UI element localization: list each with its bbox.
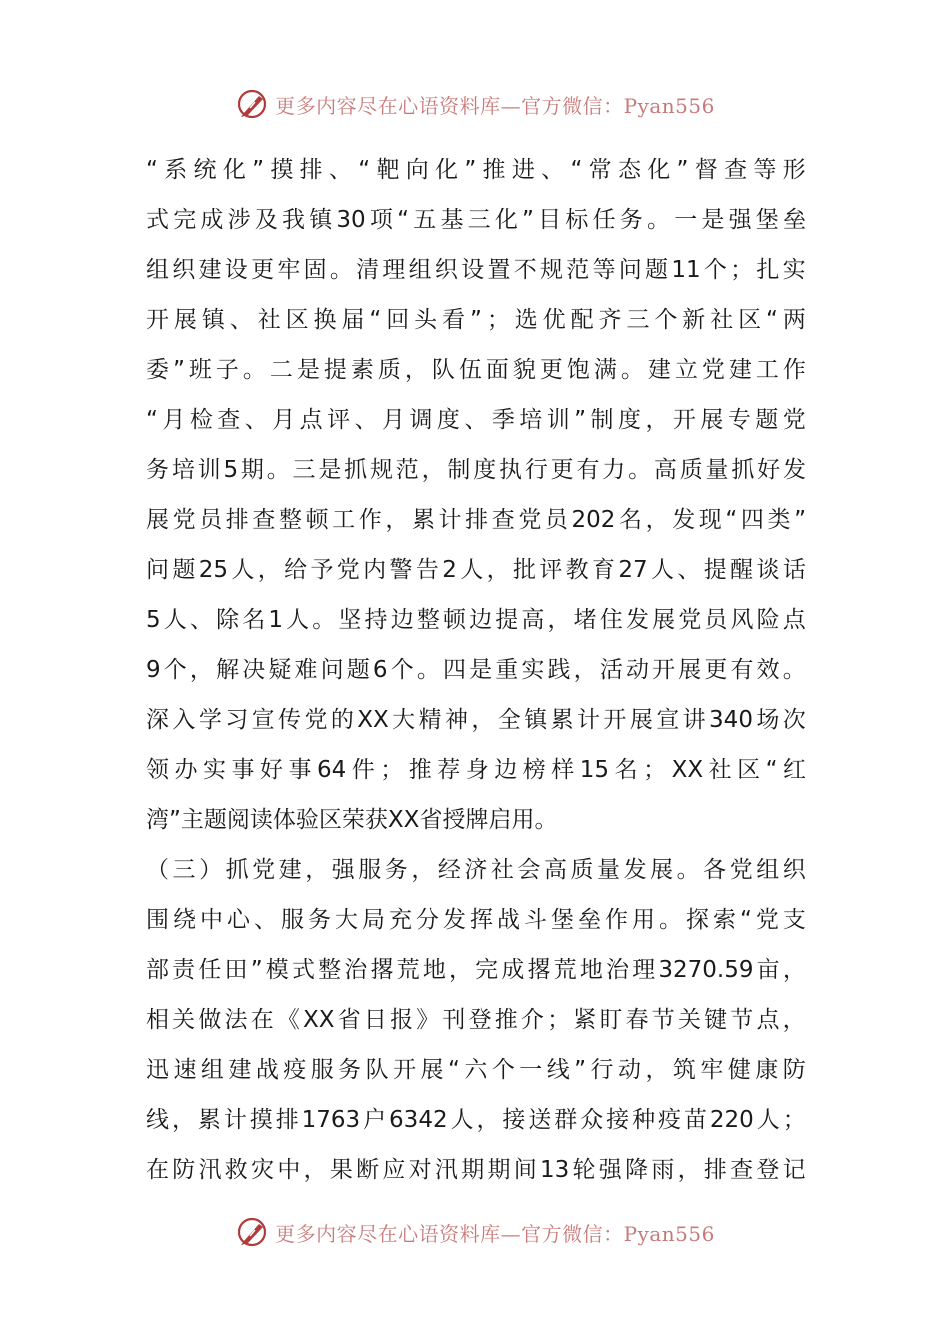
text-line: 围 绕 中 心 、 服 务 大 局 充 分 发 挥 战 斗 堡 垒 作 用 。 探 索 “ 党 支 [146,907,806,933]
paragraph [146,845,806,1195]
text-line: 在 防 汛 救 灾 中 ， 果 断 应 对 汛 期 期 间 13 轮 强 降 雨 ， 排 查 登 记 [146,1157,806,1183]
document-body [146,145,806,1195]
pen-nib-circle-icon [235,1214,271,1250]
text-line: 5 人 、 除 名 1 人 。 坚 持 边 整 顿 边 提 高 ， 堵 住 发 展 党 员 风 险 点 [146,607,806,633]
pen-nib-circle-icon [235,86,271,122]
text-line: 委 ” 班 子 。 二 是 提 素 质 ， 队 伍 面 貌 更 饱 满 。 建 立 党 建 工 作 [146,357,806,383]
paragraph [146,145,806,845]
text-line: “ 月 检 查 、 月 点 评 、 月 调 度 、 季 培 训 ” 制 度 ， 开 展 专 题 党 [146,407,806,433]
footer-banner [0,1210,950,1254]
text-line: 湾 ” 主 题 阅 读 体 验 区 荣 获 XX 省 授 牌 启 用 。 [146,807,558,833]
text-line: 组 织 建 设 更 牢 固 。 清 理 组 织 设 置 不 规 范 等 问 题 11 个 ； 扎 实 [146,257,806,283]
text-line: 问 题 25 人 ， 给 予 党 内 警 告 2 人 ， 批 评 教 育 27 人 、 提 醒 谈 话 [146,557,806,583]
banner-text: 更多内容尽在心语资料库—官方微信：Pyan556 [275,93,715,118]
banner-text: 更多内容尽在心语资料库—官方微信：Pyan556 [275,1221,715,1246]
text-line: 线 ， 累 计 摸 排 1763 户 6342 人 ， 接 送 群 众 接 种 疫 苗 220 人 ； [146,1107,806,1133]
text-line: 9 个 ， 解 决 疑 难 问 题 6 个 。 四 是 重 实 践 ， 活 动 开 展 更 有 效 。 [146,657,806,683]
text-line: 开 展 镇 、 社 区 换 届 “ 回 头 看 ” ； 选 优 配 齐 三 个 新 社 区 “ 两 [146,307,806,333]
text-line: “ 系 统 化 ” 摸 排 、 “ 靶 向 化 ” 推 进 、 “ 常 态 化 ” 督 查 等 形 [146,157,806,183]
text-line: 部 责 任 田 ” 模 式 整 治 撂 荒 地 ， 完 成 撂 荒 地 治 理 3270.59 亩 ， [146,957,806,983]
text-line: 领 办 实 事 好 事 64 件 ； 推 荐 身 边 榜 样 15 名 ； XX 社 区 “ 红 [146,757,806,783]
text-line: 迅 速 组 建 战 疫 服 务 队 开 展 “ 六 个 一 线 ” 行 动 ， 筑 牢 健 康 防 [146,1057,806,1083]
text-line: 展 党 员 排 查 整 顿 工 作 ， 累 计 排 查 党 员 202 名 ， 发 现 “ 四 类 ” [146,507,806,533]
text-line: 相 关 做 法 在 《 XX 省 日 报 》 刊 登 推 介 ； 紧 盯 春 节 关 键 节 点 ， [146,1007,806,1033]
text-line: 式 完 成 涉 及 我 镇 30 项 “ 五 基 三 化 ” 目 标 任 务 。 一 是 强 堡 垒 [146,207,806,233]
text-line: 务 培 训 5 期 。 三 是 抓 规 范 ， 制 度 执 行 更 有 力 。 高 质 量 抓 好 发 [146,457,806,483]
text-line: （ 三 ） 抓 党 建 ， 强 服 务 ， 经 济 社 会 高 质 量 发 展 。 各 党 组 织 [146,857,806,883]
text-line: 深 入 学 习 宣 传 党 的 XX 大 精 神 ， 全 镇 累 计 开 展 宣 讲 340 场 次 [146,707,806,733]
header-banner [0,82,950,126]
